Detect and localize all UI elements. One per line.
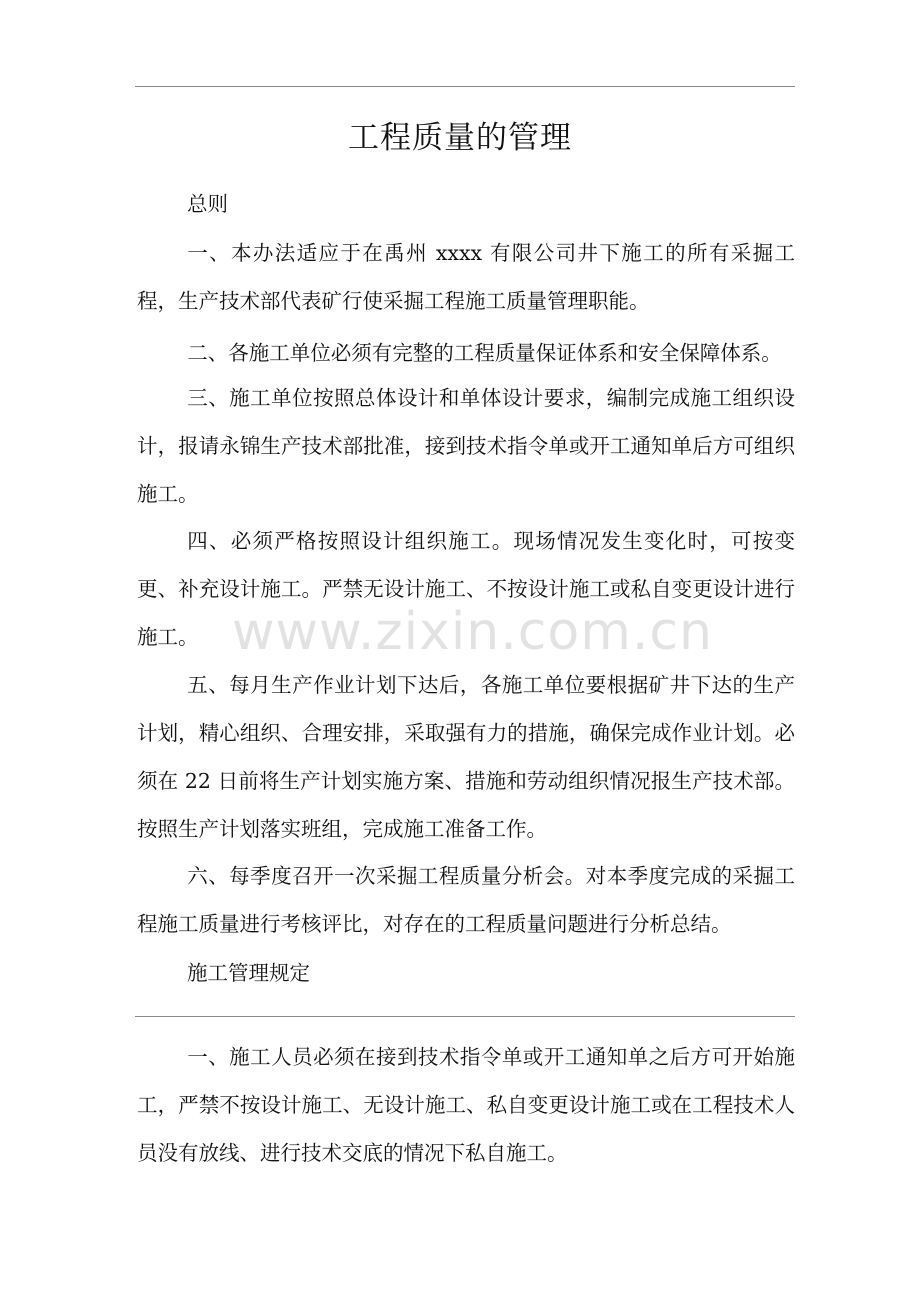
paragraph-1: 一、本办法适应于在禹州 xxxx 有限公司井下施工的所有采掘工程，生产技术部代表矿行使采掘工程施工质量管理职能。 bbox=[137, 241, 795, 313]
section-heading-construction-rules: 施工管理规定 bbox=[187, 961, 310, 985]
middle-divider-line bbox=[135, 1016, 795, 1017]
top-divider-line bbox=[135, 86, 795, 87]
paragraph-6: 六、每季度召开一次采掘工程质量分析会。对本季度完成的采掘工程施工质量进行考核评比，对存在的工程质量问题进行分析总结。 bbox=[137, 864, 795, 936]
watermark-text: www.zixin.com.cn bbox=[232, 602, 713, 662]
paragraph-5: 五、每月生产作业计划下达后，各施工单位要根据矿井下达的生产计划，精心组织、合理安排，采取强有力的措施，确保完成作业计划。必须在 22 日前将生产计划实施方案、措施和劳动组织情况报生产技术部。按照生产计划落实班组，完成施工准备工作。 bbox=[137, 673, 795, 841]
paragraph-2: 二、各施工单位必须有完整的工程质量保证体系和安全保障体系。 bbox=[187, 341, 782, 365]
document-title: 工程质量的管理 bbox=[348, 120, 572, 156]
paragraph-3: 三、施工单位按照总体设计和单体设计要求，编制完成施工组织设计，报请永锦生产技术部批准，接到技术指令单或开工通知单后方可组织施工。 bbox=[137, 386, 795, 506]
paragraph-7: 一、施工人员必须在接到技术指令单或开工通知单之后方可开始施工，严禁不按设计施工、无设计施工、私自变更设计施工或在工程技术人员没有放线、进行技术交底的情况下私自施工。 bbox=[137, 1045, 795, 1165]
section-heading-general: 总则 bbox=[187, 192, 228, 216]
paragraph-4: 四、必须严格按照设计组织施工。现场情况发生变化时，可按变更、补充设计施工。严禁无设计施工、不按设计施工或私自变更设计进行施工。 bbox=[137, 529, 795, 649]
